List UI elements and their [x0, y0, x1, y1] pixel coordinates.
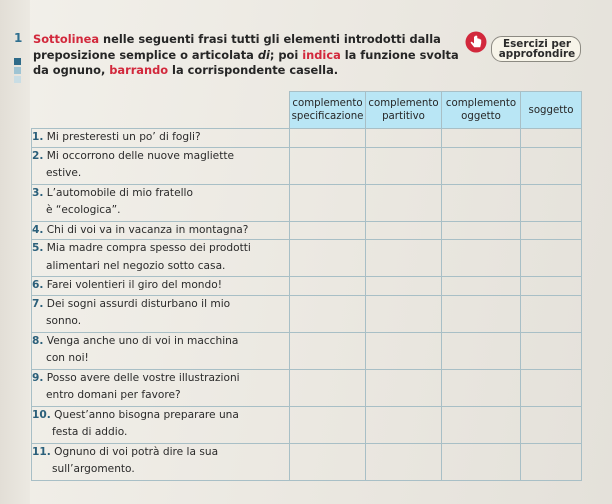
checkbox-cell[interactable] [290, 184, 366, 221]
exercise-instruction [33, 32, 463, 79]
checkbox-cell[interactable] [290, 240, 366, 277]
checkbox-cell[interactable] [366, 240, 442, 277]
sentence-number: 1. [32, 131, 44, 143]
instruction-text: da ognuno, [33, 63, 110, 77]
sentence-number: 5. [32, 242, 44, 254]
sentence-cell [32, 147, 290, 184]
checkbox-cell[interactable] [366, 295, 442, 332]
exercise-number: 1 [14, 31, 23, 45]
sentence-text: Dei sogni assurdi disturbano il mio [46, 297, 231, 310]
checkbox-cell[interactable] [290, 221, 366, 240]
sentence-number: 8. [32, 334, 44, 347]
instruction-preposition: di [257, 47, 270, 62]
sentence-text: Posso avere delle vostre illustrazioni [46, 371, 240, 384]
sentence-text: festa di addio. [52, 426, 128, 438]
header-partitivo: complemento partitivo [366, 92, 442, 129]
advanced-exercises-badge [465, 31, 583, 61]
checkbox-cell[interactable] [442, 406, 521, 443]
table-row [32, 295, 582, 332]
table-row [32, 221, 582, 240]
instruction-text: preposizione semplice o articolata [33, 47, 258, 62]
checkbox-cell[interactable] [290, 129, 366, 148]
checkbox-cell[interactable] [290, 406, 366, 443]
sentence-number: 4. [32, 223, 44, 236]
badge-line-1: Esercizi per [502, 38, 571, 50]
table-row [32, 406, 582, 443]
instruction-keyword: indica [302, 47, 341, 62]
checkbox-cell[interactable] [521, 277, 582, 296]
checkbox-cell[interactable] [521, 147, 582, 184]
checkbox-cell[interactable] [442, 369, 521, 406]
difficulty-square-icon [14, 76, 21, 83]
checkbox-cell[interactable] [521, 221, 582, 240]
sentence-text: Farei volentieri il giro del mondo! [46, 279, 222, 291]
checkbox-cell[interactable] [442, 147, 521, 184]
checkbox-cell[interactable] [442, 240, 521, 277]
instruction-text: la corrispondente casella. [168, 63, 339, 77]
table-row [32, 443, 582, 480]
sentence-cell [32, 295, 290, 332]
checkbox-cell[interactable] [366, 129, 442, 148]
instruction-keyword: barrando [109, 63, 169, 77]
sentence-text: entro domani per favore? [46, 389, 181, 401]
sentence-cell [32, 129, 290, 148]
sentence-number: 6. [32, 279, 44, 291]
sentence-number: 10. [32, 408, 51, 421]
checkbox-cell[interactable] [290, 332, 366, 369]
checkbox-cell[interactable] [442, 332, 521, 369]
checkbox-cell[interactable] [366, 147, 442, 184]
sentence-text: estive. [46, 167, 82, 179]
checkbox-cell[interactable] [521, 369, 582, 406]
instruction-keyword: Sottolinea [33, 32, 100, 46]
checkbox-cell[interactable] [290, 443, 366, 480]
checkbox-cell[interactable] [366, 332, 442, 369]
sentence-text: L’automobile di mio fratello [46, 186, 193, 199]
badge-line-2: approfondire [498, 48, 576, 60]
checkbox-cell[interactable] [521, 240, 582, 277]
checkbox-cell[interactable] [442, 184, 521, 221]
sentence-cell [32, 277, 290, 296]
checkbox-cell[interactable] [366, 369, 442, 406]
checkbox-cell[interactable] [521, 332, 582, 369]
table-row [32, 147, 582, 184]
sentence-number: 7. [32, 297, 44, 310]
table-row [32, 129, 582, 148]
header-specificazione: complemento specificazione [290, 92, 366, 129]
sentence-number: 2. [32, 149, 44, 162]
sentence-number: 11. [32, 445, 51, 458]
checkbox-cell[interactable] [521, 184, 582, 221]
checkbox-cell[interactable] [442, 295, 521, 332]
checkbox-cell[interactable] [521, 129, 582, 148]
checkbox-cell[interactable] [366, 184, 442, 221]
checkbox-cell[interactable] [521, 406, 582, 443]
checkbox-cell[interactable] [290, 369, 366, 406]
instruction-text: nelle seguenti frasi tutti gli elementi introdotti dalla [99, 32, 441, 46]
checkbox-cell[interactable] [366, 443, 442, 480]
sentence-text: sonno. [46, 315, 82, 327]
sentence-text: Ognuno di voi potrà dire la sua [54, 445, 219, 458]
checkbox-cell[interactable] [290, 277, 366, 296]
sentence-text: con noi! [46, 352, 89, 364]
sentence-cell [32, 332, 290, 369]
table-row [32, 184, 582, 221]
header-soggetto: soggetto [521, 92, 582, 129]
sentence-cell [32, 240, 290, 277]
sentence-number: 3. [32, 186, 44, 199]
sentence-text: Quest’anno bisogna preparare una [54, 408, 239, 421]
sentence-text: Mia madre compra spesso dei prodotti [46, 242, 251, 254]
difficulty-square-icon [14, 67, 21, 74]
checkbox-cell[interactable] [290, 295, 366, 332]
sentence-text: Mi presteresti un po’ di fogli? [46, 131, 201, 143]
sentence-text: Venga anche uno di voi in macchina [46, 334, 239, 347]
checkbox-cell[interactable] [366, 277, 442, 296]
sentence-cell [32, 369, 290, 406]
sentence-text: sull’argomento. [52, 463, 135, 475]
table-corner [32, 92, 290, 129]
checkbox-cell[interactable] [521, 443, 582, 480]
checkbox-cell[interactable] [290, 147, 366, 184]
checkbox-cell[interactable] [442, 277, 521, 296]
table-row [32, 277, 582, 296]
sentence-text: è “ecologica”. [46, 204, 121, 216]
checkbox-cell[interactable] [442, 129, 521, 148]
sentence-text: Chi di voi va in vacanza in montagna? [46, 223, 249, 236]
sentence-cell [32, 443, 290, 480]
hand-pointer-icon [465, 31, 487, 53]
checkbox-cell[interactable] [442, 443, 521, 480]
sentence-cell [32, 221, 290, 240]
table-row [32, 369, 582, 406]
sentence-cell [32, 406, 290, 443]
sentence-text: Mi occorrono delle nuove magliette [46, 149, 235, 162]
exercise-table [31, 91, 582, 481]
instruction-text: ; poi [269, 47, 303, 62]
difficulty-square-icon [14, 58, 21, 65]
sentence-number: 9. [32, 371, 44, 384]
checkbox-cell[interactable] [366, 406, 442, 443]
header-oggetto: complemento oggetto [442, 92, 521, 129]
table-row [32, 240, 582, 277]
table-row [32, 332, 582, 369]
checkbox-cell[interactable] [366, 221, 442, 240]
instruction-text: la funzione svolta [340, 47, 459, 62]
sentence-cell [32, 184, 290, 221]
sentence-text: alimentari nel negozio sotto casa. [46, 259, 226, 272]
checkbox-cell[interactable] [442, 221, 521, 240]
checkbox-cell[interactable] [521, 295, 582, 332]
